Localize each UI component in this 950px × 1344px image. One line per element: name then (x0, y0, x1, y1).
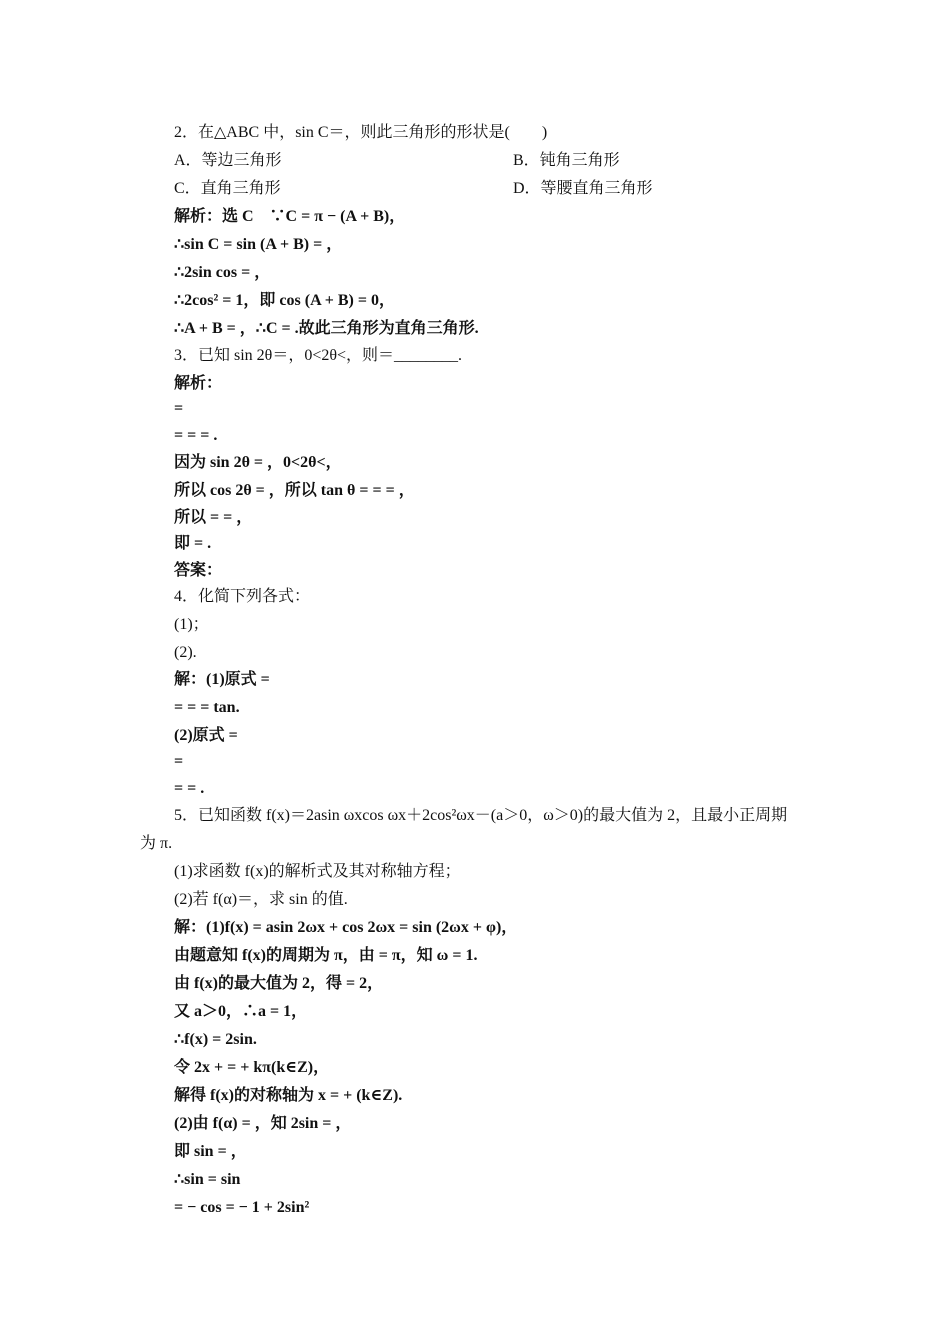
problem-4-solution-line: = = = tan. (174, 699, 240, 716)
problem-2-solution-line: ∴A + B = ，∴C = .故此三角形为直角三角形. (174, 320, 479, 337)
problem-2-stem: 2．在△ABC 中，sin C＝，则此三角形的形状是( ) (174, 124, 548, 141)
problem-2-option-a: A．等边三角形 (174, 152, 282, 169)
problem-4-solution-line: (2)原式 = (174, 727, 238, 744)
problem-5-stem: 5．已知函数 f(x)＝2asin ωxcos ωx＋2cos²ωx－(a＞0，ω＞0)的最大值为 2，且最小正周期 (174, 807, 788, 824)
problem-3-stem: 3．已知 sin 2θ＝，0<2θ<，则＝________. (174, 347, 463, 364)
problem-2-solution-line: ∴sin C = sin (A + B) = ， (174, 236, 343, 253)
problem-3-solution-line: = (174, 400, 184, 417)
problem-2-option-d: D．等腰直角三角形 (513, 180, 653, 197)
problem-2-solution-line: ∴2cos² = 1，即 cos (A + B) = 0， (174, 292, 395, 309)
problem-3-solution-line: 所以 = = ， (174, 509, 253, 526)
problem-5-solution-line: 又 a＞0，∴a = 1， (174, 1003, 308, 1020)
problem-4-stem: 4．化简下列各式： (174, 588, 311, 605)
problem-3-solution-line: = = = . (174, 427, 218, 444)
problem-5-solution-line: 由题意知 f(x)的周期为 π，由 = π，知 ω = 1. (174, 947, 478, 964)
problem-5-solution-line: 即 sin = ， (174, 1143, 247, 1160)
problem-2-option-b: B．钝角三角形 (513, 152, 620, 169)
problem-4-part-2: (2). (174, 644, 197, 661)
problem-2-solution-line: 解析：选 C ∵C = π − (A + B)， (174, 208, 406, 225)
problem-3-solution-line: 所以 cos 2θ = ，所以 tan θ = = = ， (174, 482, 415, 499)
problem-4-part-1: (1)； (174, 616, 209, 633)
problem-2-solution-line: ∴2sin cos = ， (174, 264, 271, 281)
problem-5-solution-line: 令 2x + = + kπ(k∈Z)， (174, 1059, 330, 1076)
problem-5-solution-line: 由 f(x)的最大值为 2，得 = 2， (174, 975, 384, 992)
problem-3-solution-line: 即 = . (174, 535, 212, 552)
problem-5-solution-line: ∴sin = sin (174, 1171, 241, 1188)
problem-5-solution-line: (2)由 f(α) = ，知 2sin = ， (174, 1115, 352, 1132)
problem-2-option-c: C．直角三角形 (174, 180, 281, 197)
problem-3-answer-label: 答案： (174, 562, 223, 579)
problem-4-solution-line: 解：(1)原式 = (174, 671, 270, 688)
problem-5-solution-line: = − cos = − 1 + 2sin² (174, 1199, 310, 1216)
problem-4-solution-line: = (174, 753, 184, 770)
problem-3-solution-line: 因为 sin 2θ = ，0<2θ<， (174, 454, 342, 471)
problem-3-solution-label: 解析： (174, 375, 223, 392)
problem-5-part-2: (2)若 f(α)＝，求 sin 的值. (174, 891, 348, 908)
problem-5-solution-line: ∴f(x) = 2sin. (174, 1031, 257, 1048)
problem-5-solution-line: 解得 f(x)的对称轴为 x = + (k∈Z). (174, 1087, 403, 1104)
problem-4-solution-line: = = . (174, 780, 205, 797)
problem-5-solution-line: 解：(1)f(x) = asin 2ωx + cos 2ωx = sin (2ωx + φ)， (174, 919, 518, 936)
problem-5-part-1: (1)求函数 f(x)的解析式及其对称轴方程； (174, 863, 461, 880)
problem-5-stem-continued: 为 π. (140, 835, 173, 852)
